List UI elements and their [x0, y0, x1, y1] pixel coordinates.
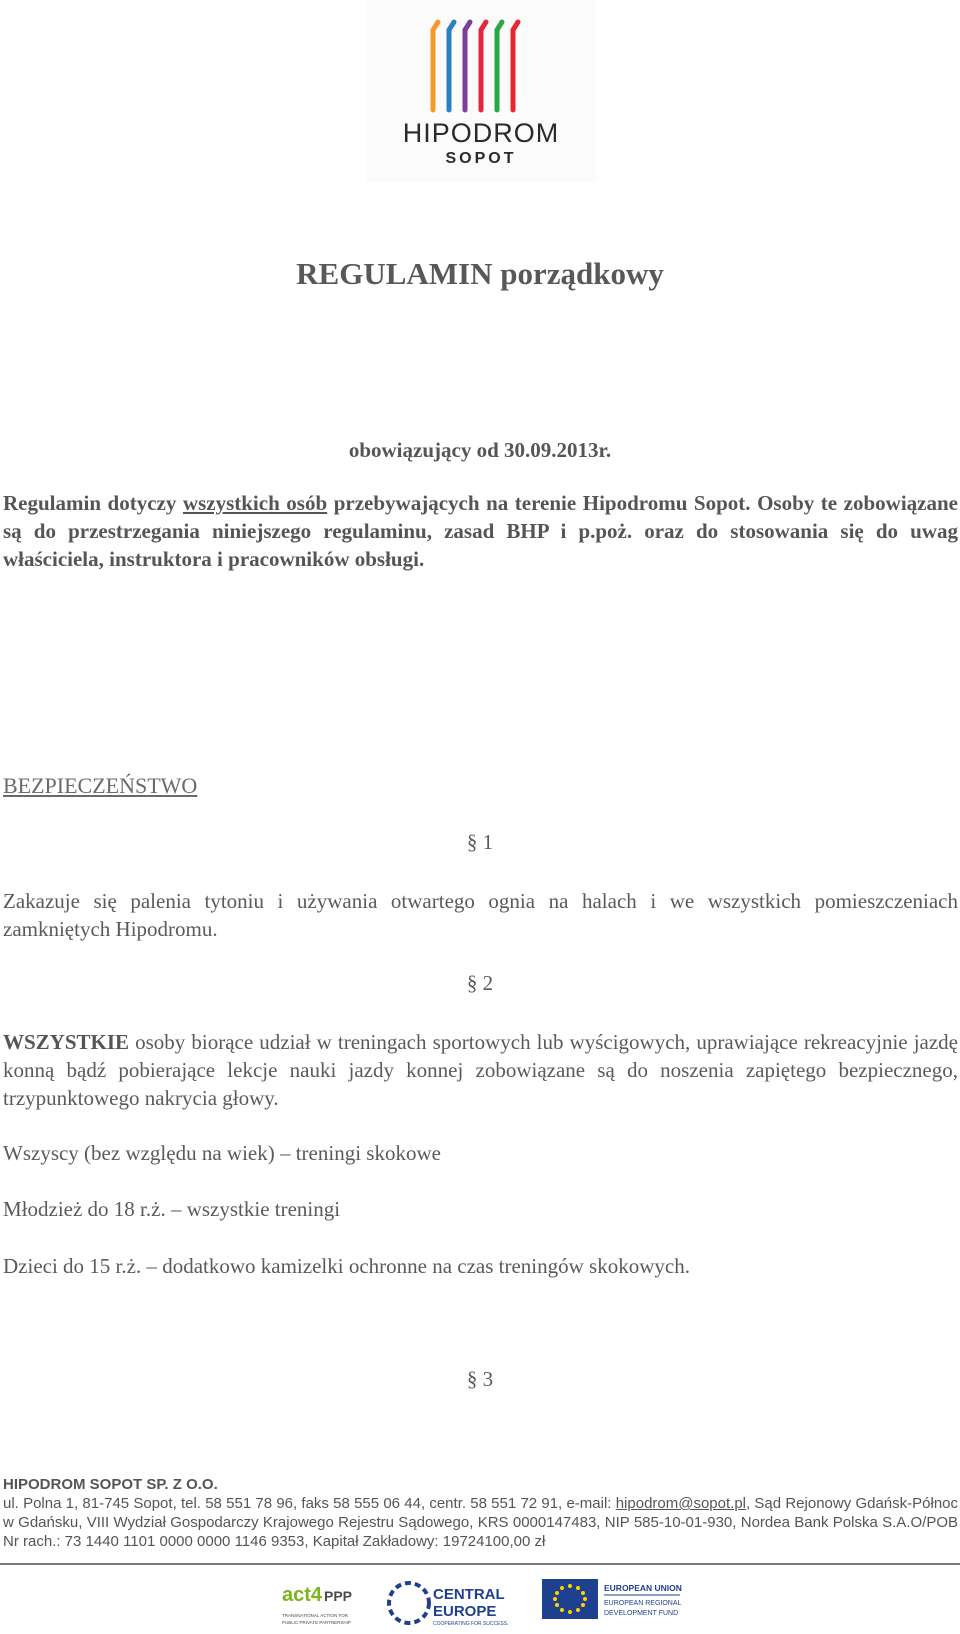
footer-divider — [0, 1563, 960, 1565]
paragraph-2-text: WSZYSTKIE osoby biorące udział w treningach sportowych lub wyścigowych, uprawiające rekreacyjnie jazdę konną bądź pobierające lekcje nauki jazdy konnej zobowiązane są do noszenia zapiętego bezpiecznego, trzypunktowego nakrycia głowy. — [3, 1030, 958, 1110]
logo-subtitle: SOPOT — [445, 150, 517, 167]
svg-text:DEVELOPMENT FUND: DEVELOPMENT FUND — [604, 1610, 679, 1617]
svg-text:CENTRAL: CENTRAL — [433, 1586, 505, 1603]
intro-paragraph: Regulamin dotyczy wszystkich osób przebywających na terenie Hipodromu Sopot. Osoby te zobowiązane są do przestrzegania niniejszego regulaminu, zasad BHP i p.poż. oraz do stosowania się do uwag właściciela, instruktora i pracowników obsługi. — [3, 491, 958, 571]
paragraph-1-text: Zakazuje się palenia tytoniu i używania otwartego ognia na halach i we wszystkich pomieszczeniach zamkniętych Hipodromu. — [3, 889, 958, 941]
logo-wordmark: HIPODROM — [402, 118, 560, 148]
footer-address: ul. Polna 1, 81-745 Sopot, tel. 58 551 78 96, faks 58 555 06 44, centr. 58 551 72 91, e-mail: hipodrom@sopot.pl, Sąd Rejonowy Gdańsk-Północ w Gdańsku, VIII Wydział Gospodarczy Krajowego Rejestru Sądowego, KRS 0000147483, NIP 585-10-01-930, Nordea Bank Polska S.A.O/POB Nr rach.: 73 1440 1101 0000 0000 1146 9353, Kapitał Zakładowy: 19724100,00 zł — [3, 1495, 959, 1550]
svg-text:EUROPEAN UNION: EUROPEAN UNION — [604, 1583, 682, 1593]
svg-text:EUROPEAN REGIONAL: EUROPEAN REGIONAL — [604, 1600, 682, 1607]
rule-line-3: Dzieci do 15 r.ż. – dodatkowo kamizelki ochronne na czas treningów skokowych. — [3, 1254, 690, 1278]
paragraph-sign-3: § 3 — [466, 1367, 494, 1391]
logo-stripes-icon — [366, 0, 596, 120]
svg-text:PUBLIC PRIVATE PARTNERSHIP: PUBLIC PRIVATE PARTNERSHIP — [282, 1620, 351, 1625]
rule-line-2: Młodzież do 18 r.ż. – wszystkie treningi — [3, 1197, 341, 1221]
central-europe-logo — [387, 1575, 513, 1629]
effective-date: obowiązujący od 30.09.2013r. — [348, 438, 612, 462]
section-heading: BEZPIECZEŃSTWO — [3, 773, 198, 798]
document-title: REGULAMIN porządkowy — [296, 256, 664, 291]
eu-regional-fund-logo — [542, 1575, 682, 1629]
svg-text:PPP: PPP — [324, 1588, 353, 1604]
act4ppp-logo — [280, 1575, 354, 1629]
svg-text:EUROPE: EUROPE — [433, 1603, 497, 1620]
svg-text:COOPERATING FOR SUCCESS.: COOPERATING FOR SUCCESS. — [433, 1621, 509, 1627]
footer-email-link[interactable]: hipodrom@sopot.pl — [615, 1495, 747, 1512]
svg-text:act4: act4 — [282, 1584, 323, 1606]
rule-line-1: Wszyscy (bez względu na wiek) – treningi skokowe — [3, 1141, 441, 1165]
paragraph-sign-2: § 2 — [466, 971, 494, 995]
svg-text:TRANSNATIONAL ACTION FOR: TRANSNATIONAL ACTION FOR — [282, 1613, 349, 1618]
paragraph-sign-1: § 1 — [466, 830, 494, 854]
footer-company: HIPODROM SOPOT SP. Z O.O. — [3, 1476, 218, 1493]
